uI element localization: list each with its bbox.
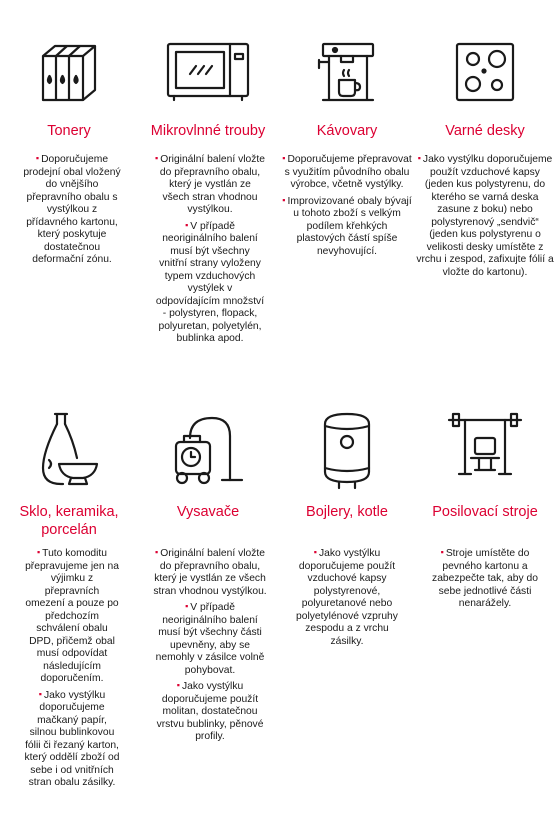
list-item: ▪ Improvizované obaly bývají u tohoto zboží s velkým podílem křehkých plastových částí spíše nevyhovující. [282, 194, 412, 259]
list-item: ▪ Originální balení vložte do přepravního obalu, který je vystlán ze všech stran vhodnou vystýlkou. [155, 152, 265, 217]
category-title: Bojlery, kotle [306, 504, 388, 520]
list-item: ▪ Jako vystýlku doporučujeme použít vzduchové kapsy polystyrenové, polyuretanové nebo polyetylénové vzpruhy zespodu a z vrchu zásilky. [292, 546, 402, 648]
category-title: Tonery [47, 123, 91, 139]
toner-cartridges-icon [39, 40, 99, 104]
water-heater-icon [321, 410, 373, 490]
list-item: ▪ Originální balení vložte do přepravního obalu, který je vystlán ze všech stran vhodnou vystýlkou. [152, 546, 268, 598]
category-description [22, 152, 122, 269]
category-cooktops [416, 0, 554, 400]
list-item: ▪ Tuto komoditu přepravujeme jen na výjimku z přepravních omezení a pouze po předchozím schválení obalu DPD, přičemž obal musí odpovídat následujícím doporučením. [24, 546, 120, 686]
category-title: Vysavače [176, 504, 240, 520]
category-title: Mikrovlnné trouby [150, 123, 266, 139]
list-item: ▪ Jako vystýlku doporučujeme použít vzduchové kapsy (jeden kus polystyrenu, do kterého se varná deska zasune z boku) nebo polystyrenový „sendvič“ (jeden kus polystyrenu o velikosti desky umístěte z vrchu i zespod, zafixujte fólií a vložte do kartonu). [416, 152, 554, 279]
cooktop-icon [455, 42, 515, 102]
category-description [24, 546, 120, 792]
category-description [155, 152, 265, 348]
category-title: Varné desky [445, 123, 525, 139]
category-microwaves [138, 0, 278, 400]
category-fitness-machines [416, 400, 554, 831]
category-glass-ceramics [0, 400, 138, 831]
category-coffee-machines [278, 0, 416, 400]
list-item: ▪ V případě neoriginálního balení musí být všechny vnitřní strany vyloženy typem vzduchových vystýlek v odpovídajícím množství - polystyren, flopack, polyuretan, polyetylén, bublinka apod. [155, 219, 265, 346]
coffee-machine-icon [315, 40, 379, 104]
category-toners [0, 0, 138, 400]
category-title: Kávovary [316, 123, 378, 139]
list-item: ▪ Doporučujeme přepravovat s využitím původního obalu výrobce, včetně vystýlky. [282, 152, 412, 192]
category-boilers [278, 400, 416, 831]
list-item: ▪ Jako vystýlku doporučujeme mačkaný papír, silnou bublinkovou fólii či řezaný karton, který oddělí zboží od sebe i od vnitřních stran obalu zásilky. [24, 688, 120, 790]
category-description [282, 152, 412, 260]
glass-vase-icon [39, 412, 99, 488]
category-title: Posilovací stroje [432, 504, 538, 520]
category-vacuums [138, 400, 278, 831]
category-title: Sklo, keramika, porcelán [19, 504, 119, 538]
category-description [152, 546, 268, 746]
list-item: ▪ Stroje umístěte do pevného kartonu a zabezpečte tak, aby do sebe jednotlivé části nenarážely. [424, 546, 546, 611]
list-item: ▪ Doporučujeme prodejní obal vložený do vnějšího přepravního obalu s vystýlkou z přídavného kartonu, který poskytuje dostatečnou deformační zónu. [22, 152, 122, 267]
weight-bench-icon [447, 412, 523, 476]
category-description [292, 546, 402, 650]
vacuum-cleaner-icon [170, 412, 246, 488]
category-description [424, 546, 546, 613]
microwave-icon [166, 42, 250, 102]
list-item: ▪ Jako vystýlku doporučujeme použít molitan, dostatečnou vrstvu bublinky, pěnové profily. [152, 679, 268, 744]
list-item: ▪ V případě neoriginálního balení musí být všechny části upevněny, aby se nemohly v zásilce volně pohybovat. [152, 600, 268, 677]
category-description [416, 152, 554, 281]
